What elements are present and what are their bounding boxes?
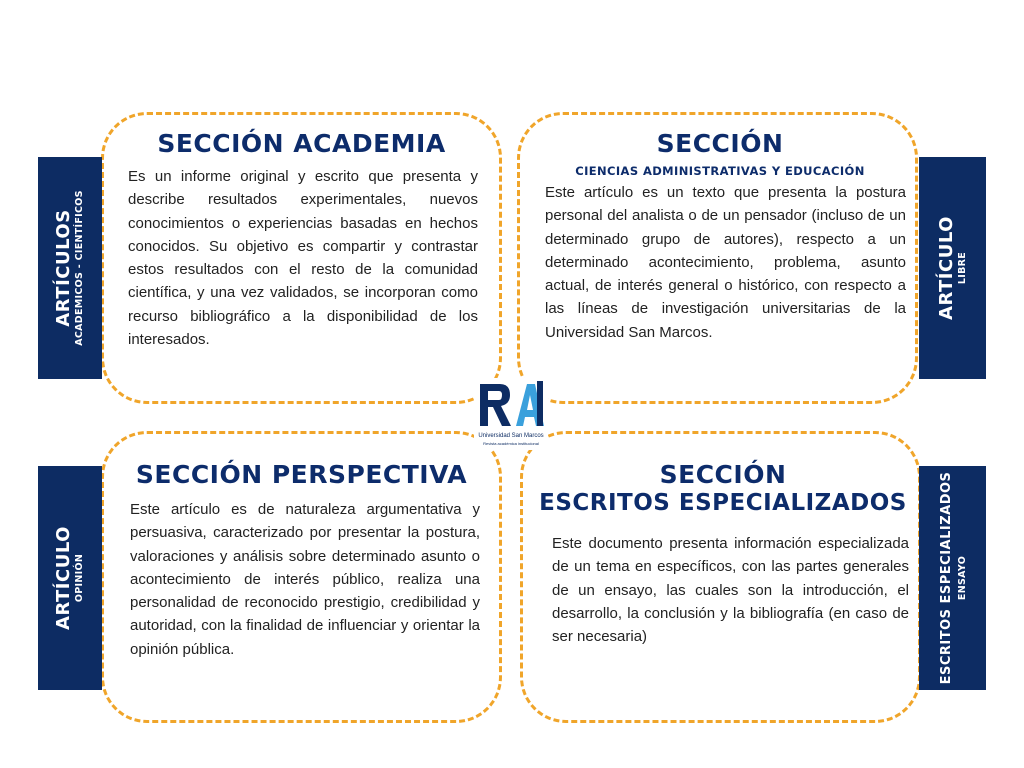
section-ciencias-title: SECCIÓN [656, 129, 784, 158]
section-ciencias-card [517, 112, 918, 404]
side-label-academicos [38, 157, 102, 379]
side-label-libre-sub: LIBRE [956, 251, 968, 285]
side-label-opinion-sub: OPINIÓN [74, 553, 85, 603]
side-label-libre-main: ARTÍCULO [935, 216, 957, 320]
section-perspectiva-text: Este artículo es de naturaleza argumentativa y persuasiva, caracterizado por presentar la postura, valoraciones y análisis sobre determinado asunto o acontecimiento de interés público, realiza una personalidad de reconocido prestigio, credibilidad y autoridad, con la finalidad de influenciar y orientar la opinión pública. [130, 501, 480, 658]
section-escritos-title-line2: ESCRITOS ESPECIALIZADOS [539, 490, 907, 516]
rai-logo-subtitle: Universidad San Marcos [478, 433, 544, 439]
side-label-ensayo-sub: ENSAYO [956, 555, 968, 601]
side-label-opinion-main: ARTÍCULO [53, 526, 74, 630]
side-label-ensayo-main: ESCRITOS ESPECIALIZADOS [938, 471, 954, 685]
rai-logo-tagline: Revista académica institucional [483, 441, 539, 446]
section-escritos-card [520, 431, 921, 723]
section-escritos-text: Este documento presenta información especializada de un tema en específicos, con las partes generales de un ensayo, las cuales son la introducción, el desarrollo, la conclusión y la bibliografía (en caso de ser necesaria) [552, 535, 909, 646]
side-label-ensayo [919, 466, 986, 690]
rai-logo-icon [474, 378, 548, 434]
section-perspectiva-title: SECCIÓN PERSPECTIVA [135, 460, 468, 489]
section-academia-text: Es un informe original y escrito que presenta y describe resultados experimentales, nuevos conocimientos o experiencias basadas en hechos conocidos. Su objetivo es compartir y contrastar estos resultados con el resto de la comunidad científica, y una vez validados, se incorporan como recurso bibliográfico a la disponibilidad de los interesados. [128, 168, 478, 349]
section-ciencias-subtitle: CIENCIAS ADMINISTRATIVAS Y EDUCACIÓN [575, 164, 865, 178]
section-ciencias-text: Este artículo es un texto que presenta la postura personal del analista o de un pensador (incluso de un determinado grupo de autores), respecto a un determinado acontecimiento, problema, asunto actual, de interés general o histórico, con respecto a las líneas de investigación universitarias de la Universidad San Marcos. [545, 184, 906, 341]
section-perspectiva-card [101, 431, 502, 723]
section-academia-card [101, 112, 502, 404]
section-escritos-title-line1: SECCIÓN [659, 460, 787, 489]
rai-logo [474, 378, 548, 450]
side-label-academicos-main: ARTÍCULOS [53, 209, 74, 327]
side-label-libre [919, 157, 986, 379]
side-label-opinion [38, 466, 102, 690]
side-label-academicos-sub: ACADEMICOS - CIENTÍFICOS [74, 190, 85, 346]
section-academia-title: SECCIÓN ACADEMIA [157, 129, 446, 158]
